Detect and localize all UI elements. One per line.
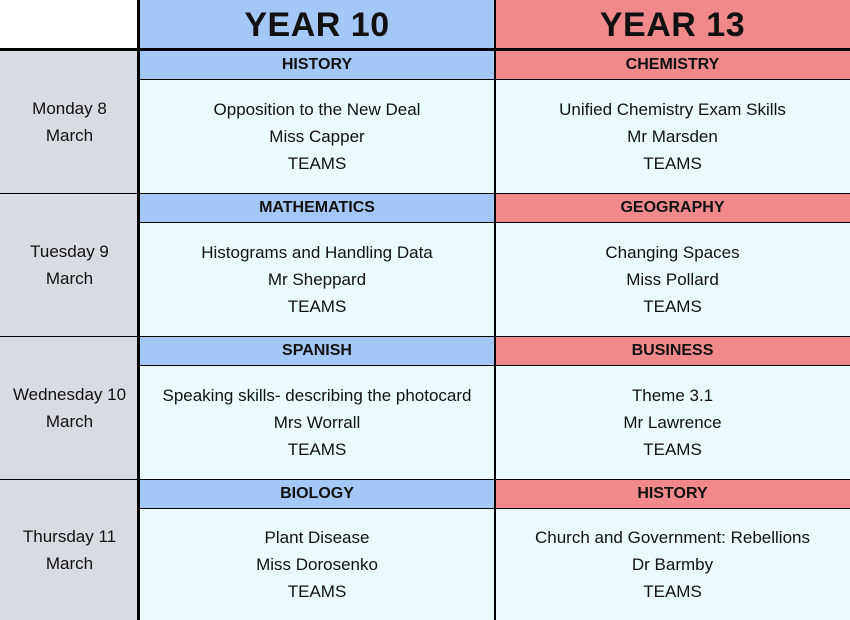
divider-subject-row <box>139 508 850 509</box>
day-cell-thursday <box>0 479 139 620</box>
year13-lesson-details <box>495 79 850 193</box>
divider-subject-row <box>139 79 850 80</box>
year13-subject: CHEMISTRY <box>495 50 850 79</box>
day-month: March <box>45 268 94 288</box>
year13-subject: GEOGRAPHY <box>495 193 850 222</box>
day-cell-wednesday <box>0 336 139 479</box>
lesson-topic: Church and Government: Rebellions <box>535 527 810 547</box>
lesson-teacher: Dr Barmby <box>631 554 714 574</box>
lesson-platform: TEAMS <box>287 153 347 173</box>
lesson-teacher: Miss Dorosenko <box>256 554 378 574</box>
lesson-teacher: Miss Capper <box>269 126 365 146</box>
day-month: March <box>45 411 94 431</box>
year13-lesson-details <box>495 365 850 479</box>
lesson-topic: Changing Spaces <box>605 242 740 262</box>
divider-day-row <box>0 336 850 337</box>
year13-lesson-details <box>495 508 850 620</box>
year13-lesson-details <box>495 222 850 336</box>
day-label: Tuesday 9 <box>30 241 109 261</box>
year-10-header: YEAR 10 <box>139 0 495 50</box>
lesson-topic: Theme 3.1 <box>631 385 714 405</box>
year10-lesson-details <box>139 365 495 479</box>
lesson-teacher: Miss Pollard <box>626 269 719 289</box>
year10-subject: HISTORY <box>139 50 495 79</box>
lesson-platform: TEAMS <box>643 153 702 173</box>
day-cell-monday <box>0 50 139 193</box>
year10-subject: MATHEMATICS <box>139 193 495 222</box>
divider-header <box>0 48 850 51</box>
year13-subject: BUSINESS <box>495 336 850 365</box>
day-label: Wednesday 10 <box>12 384 127 404</box>
day-month: March <box>45 553 94 573</box>
corner-blank-cell <box>0 0 139 50</box>
year-13-header: YEAR 13 <box>495 0 850 50</box>
divider-year-columns <box>494 0 496 620</box>
day-cell-tuesday <box>0 193 139 336</box>
divider-subject-row <box>139 365 850 366</box>
divider-subject-row <box>139 222 850 223</box>
lesson-topic: Opposition to the New Deal <box>213 99 421 119</box>
day-label: Monday 8 <box>32 98 107 118</box>
lesson-platform: TEAMS <box>287 439 347 459</box>
lesson-teacher: Mrs Worrall <box>273 412 361 432</box>
lesson-teacher: Mr Sheppard <box>267 269 367 289</box>
year13-subject: HISTORY <box>495 479 850 508</box>
lesson-platform: TEAMS <box>643 439 702 459</box>
year10-subject: BIOLOGY <box>139 479 495 508</box>
divider-day-row <box>0 479 850 480</box>
day-label: Thursday 11 <box>22 526 117 546</box>
lesson-topic: Speaking skills- describing the photocard <box>162 385 472 405</box>
lesson-teacher: Mr Marsden <box>627 126 718 146</box>
lesson-topic: Plant Disease <box>264 527 370 547</box>
lesson-platform: TEAMS <box>643 296 702 316</box>
lesson-platform: TEAMS <box>287 581 347 601</box>
divider-day-column <box>137 0 140 620</box>
lesson-platform: TEAMS <box>287 296 347 316</box>
year10-subject: SPANISH <box>139 336 495 365</box>
lesson-topic: Histograms and Handling Data <box>201 242 433 262</box>
year10-lesson-details <box>139 222 495 336</box>
lesson-topic: Unified Chemistry Exam Skills <box>559 99 786 119</box>
lesson-platform: TEAMS <box>643 581 702 601</box>
lesson-teacher: Mr Lawrence <box>623 412 722 432</box>
year10-lesson-details <box>139 508 495 620</box>
year10-lesson-details <box>139 79 495 193</box>
divider-day-row <box>0 193 850 194</box>
day-month: March <box>45 125 94 145</box>
